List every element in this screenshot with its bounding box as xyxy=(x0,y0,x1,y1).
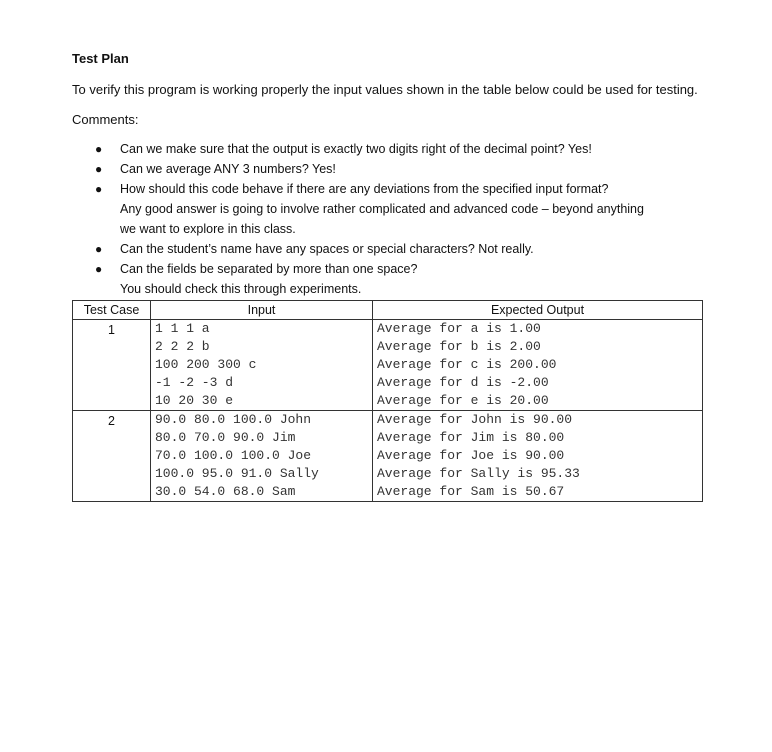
bullet-icon: ● xyxy=(95,242,103,256)
test-plan-table xyxy=(72,300,703,502)
output-line: Average for Sam is 50.67 xyxy=(377,484,565,499)
bullet-icon: ● xyxy=(95,262,103,276)
output-line: Average for e is 20.00 xyxy=(377,393,549,408)
comments-list xyxy=(72,139,702,299)
expected-output-cell xyxy=(373,320,703,411)
input-line: 80.0 70.0 90.0 Jim xyxy=(155,430,296,445)
test-case-number: 2 xyxy=(73,411,151,502)
table-header-row xyxy=(73,301,703,320)
output-line: Average for John is 90.00 xyxy=(377,412,573,427)
table-row xyxy=(73,411,703,502)
comment-line: Can the fields be separated by more than one space? xyxy=(120,262,418,276)
header-test-case: Test Case xyxy=(73,301,151,320)
input-line: 100 200 300 c xyxy=(155,357,257,372)
header-expected-output: Expected Output xyxy=(373,301,703,320)
output-line: Average for Jim is 80.00 xyxy=(377,430,565,445)
input-cell xyxy=(151,320,373,411)
intro-paragraph: To verify this program is working properly the input values shown in the table below could be used for testing. xyxy=(72,82,698,97)
test-case-number: 1 xyxy=(73,320,151,411)
input-line: 10 20 30 e xyxy=(155,393,234,408)
comment-line: How should this code behave if there are any deviations from the specified input format? xyxy=(120,182,609,196)
comment-item xyxy=(72,179,702,239)
output-line: Average for d is -2.00 xyxy=(377,375,549,390)
document-title: Test Plan xyxy=(72,51,129,66)
input-cell xyxy=(151,411,373,502)
comment-item xyxy=(72,239,702,259)
comment-line: Can we make sure that the output is exactly two digits right of the decimal point? Yes! xyxy=(120,142,592,156)
input-line: 1 1 1 a xyxy=(155,321,210,336)
comment-item xyxy=(72,139,702,159)
bullet-icon: ● xyxy=(95,142,103,156)
comment-line: Can the student’s name have any spaces or special characters? Not really. xyxy=(120,242,534,256)
expected-output-cell xyxy=(373,411,703,502)
input-line: 2 2 2 b xyxy=(155,339,210,354)
output-line: Average for Sally is 95.33 xyxy=(377,466,580,481)
header-input: Input xyxy=(151,301,373,320)
document-page xyxy=(72,50,702,502)
input-line: 70.0 100.0 100.0 Joe xyxy=(155,448,312,463)
output-line: Average for Joe is 90.00 xyxy=(377,448,565,463)
comment-line: Any good answer is going to involve rather complicated and advanced code – beyond anything xyxy=(120,202,644,216)
input-line: 90.0 80.0 100.0 John xyxy=(155,412,312,427)
comment-line: Can we average ANY 3 numbers? Yes! xyxy=(120,162,336,176)
input-line: 100.0 95.0 91.0 Sally xyxy=(155,466,319,481)
output-line: Average for a is 1.00 xyxy=(377,321,541,336)
bullet-icon: ● xyxy=(95,182,103,196)
output-line: Average for c is 200.00 xyxy=(377,357,557,372)
bullet-icon: ● xyxy=(95,162,103,176)
output-line: Average for b is 2.00 xyxy=(377,339,541,354)
comment-item xyxy=(72,159,702,179)
comment-line: we want to explore in this class. xyxy=(120,222,296,236)
input-line: -1 -2 -3 d xyxy=(155,375,234,390)
comment-item xyxy=(72,259,702,299)
table-row xyxy=(73,320,703,411)
input-line: 30.0 54.0 68.0 Sam xyxy=(155,484,296,499)
comments-label: Comments: xyxy=(72,112,139,127)
comment-line: You should check this through experiments. xyxy=(120,282,362,296)
